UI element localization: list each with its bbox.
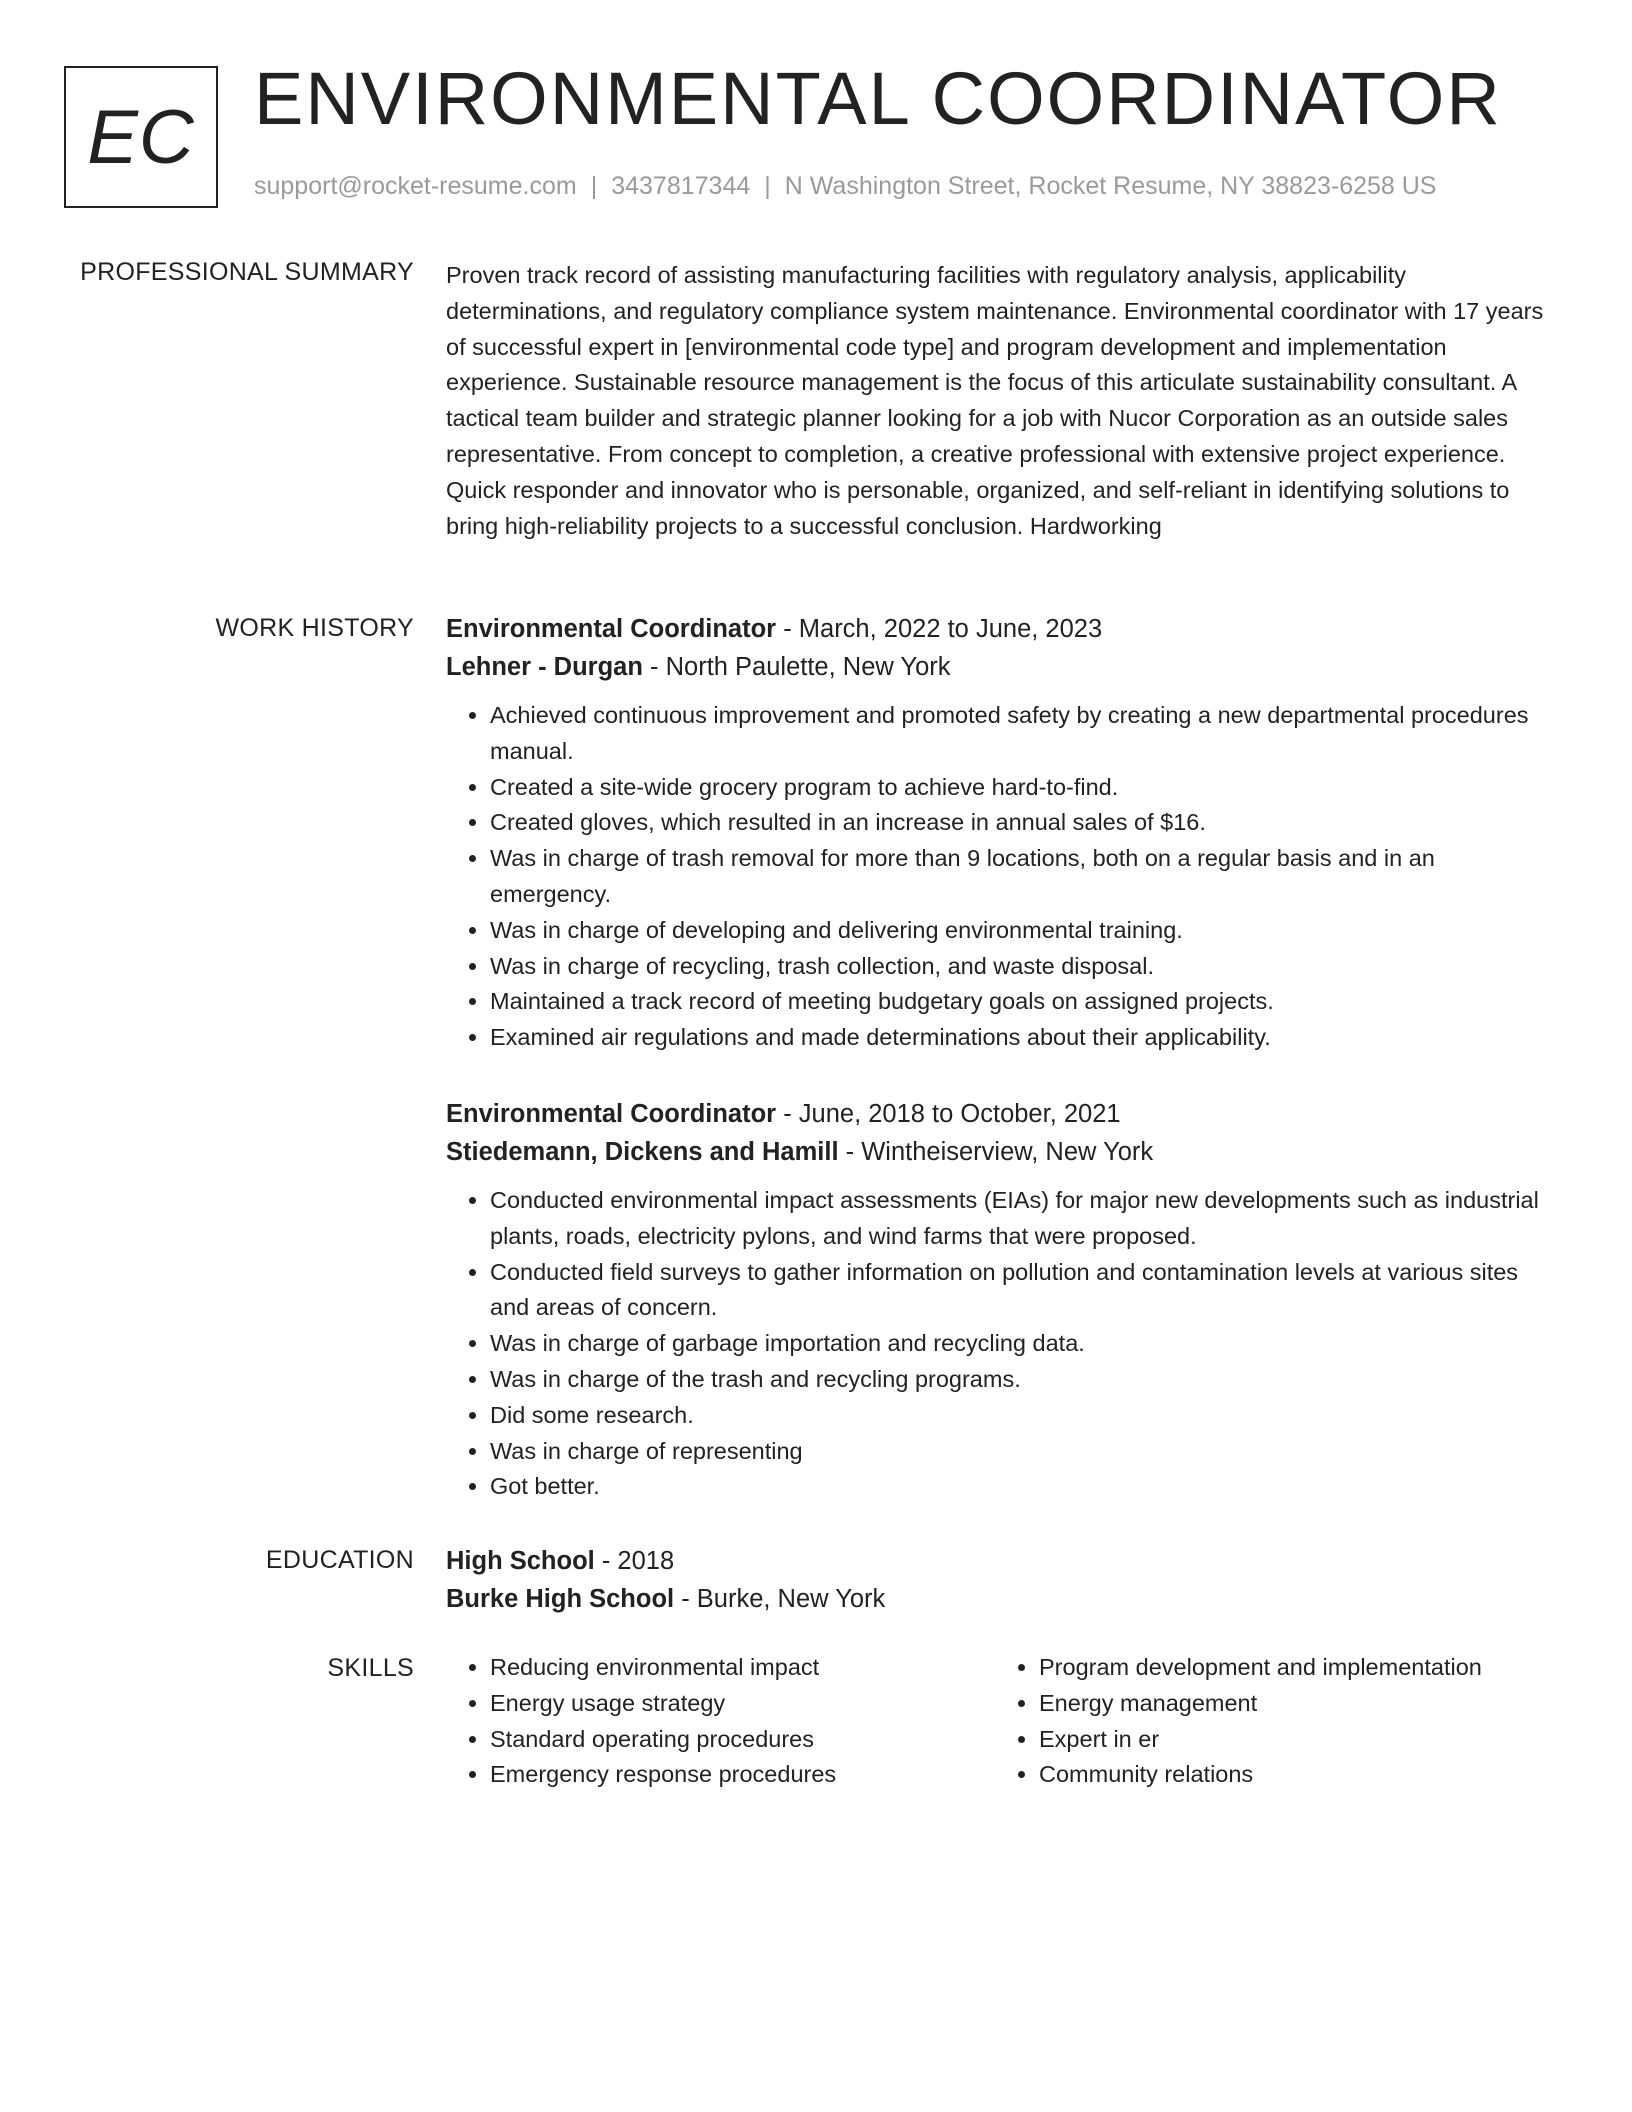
contact-email[interactable]: support@rocket-resume.com: [254, 172, 577, 200]
job-bullet: • Did some research.: [490, 1398, 1546, 1434]
skill-item: • Expert in er: [1039, 1722, 1544, 1758]
job-dates: - June, 2018 to October, 2021: [776, 1100, 1121, 1128]
job-bullet: • Conducted environmental impact assessments (EIAs) for major new developments such as industrial plants, roads, electricity pylons, and wind farms that were proposed.: [490, 1183, 1546, 1255]
education-school-line: [446, 1580, 1546, 1618]
job-company-line: [446, 648, 1546, 686]
education-location: - Burke, New York: [674, 1585, 886, 1613]
contact-separator: |: [764, 172, 771, 200]
education-heading: EDUCATION: [265, 1546, 414, 1574]
job-dates: - March, 2022 to June, 2023: [776, 615, 1103, 643]
job-bullet: • Was in charge of representing: [490, 1434, 1546, 1470]
education-year: - 2018: [594, 1547, 675, 1575]
job-bullet: • Was in charge of the trash and recycling programs.: [490, 1362, 1546, 1398]
education-degree: High School: [446, 1547, 595, 1575]
skills-column-right: [995, 1650, 1544, 1793]
contact-line: [254, 172, 1437, 201]
job-bullet: • Got better.: [490, 1469, 1546, 1505]
job-bullets: [446, 1183, 1546, 1505]
skills-list: [446, 1650, 1546, 1793]
job-bullet: • Created a site-wide grocery program to achieve hard-to-find.: [490, 770, 1546, 806]
job-title-line: [446, 610, 1546, 648]
job-company-line: [446, 1133, 1546, 1171]
job-title-line: [446, 1095, 1546, 1133]
job-bullet: • Was in charge of developing and delivering environmental training.: [490, 913, 1546, 949]
skill-item: • Emergency response procedures: [490, 1757, 995, 1793]
education-school: Burke High School: [446, 1585, 675, 1613]
job-location: - North Paulette, New York: [642, 653, 951, 681]
job-company: Stiedemann, Dickens and Hamill: [446, 1138, 839, 1166]
skill-item: • Reducing environmental impact: [490, 1650, 995, 1686]
monogram-box: [64, 66, 218, 208]
skill-item: • Community relations: [1039, 1757, 1544, 1793]
education-degree-line: [446, 1542, 1546, 1580]
job-bullet: • Was in charge of trash removal for more than 9 locations, both on a regular basis and in an emergency.: [490, 841, 1546, 913]
job-entry: [446, 1095, 1546, 1505]
job-title: Environmental Coordinator: [446, 1100, 777, 1128]
job-bullet: • Was in charge of garbage importation and recycling data.: [490, 1326, 1546, 1362]
contact-phone[interactable]: 3437817344: [611, 172, 751, 200]
monogram-initials: EC: [87, 94, 195, 180]
skill-item: • Standard operating procedures: [490, 1722, 995, 1758]
contact-separator: |: [590, 172, 598, 200]
education-entry: [446, 1542, 1546, 1618]
job-bullet: • Conducted field surveys to gather information on pollution and contamination levels at various sites and areas of concern.: [490, 1255, 1546, 1327]
job-company: Lehner - Durgan: [446, 653, 643, 681]
job-title: Environmental Coordinator: [446, 615, 777, 643]
work-history-heading: WORK HISTORY: [215, 614, 414, 642]
skills-heading: SKILLS: [327, 1654, 414, 1682]
job-bullet: • Created gloves, which resulted in an increase in annual sales of $16.: [490, 805, 1546, 841]
skill-item: • Program development and implementation: [1039, 1650, 1544, 1686]
contact-address: N Washington Street, Rocket Resume, NY 38823-6258 US: [784, 172, 1437, 200]
resume-title: ENVIRONMENTAL COORDINATOR: [254, 57, 1502, 140]
job-bullets: [446, 698, 1546, 1056]
job-bullet: • Achieved continuous improvement and promoted safety by creating a new departmental procedures manual.: [490, 698, 1546, 770]
summary-text: Proven track record of assisting manufacturing facilities with regulatory analysis, applicability determinations, and regulatory compliance system maintenance. Environmental coordinator with 17 years of successful expert in [environmental code type] and program development and implementation experience. Sustainable resource management is the focus of this articulate sustainability consultant. A tactical team builder and strategic planner looking for a job with Nucor Corporation as an outside sales representative. From concept to completion, a creative professional with extensive project experience. Quick responder and innovator who is personable, organized, and self-reliant in identifying solutions to bring high-reliability projects to a successful conclusion. Hardworking: [446, 262, 1544, 539]
job-entry: [446, 610, 1546, 1056]
job-bullet: • Maintained a track record of meeting budgetary goals on assigned projects.: [490, 984, 1546, 1020]
summary-heading: PROFESSIONAL SUMMARY: [80, 258, 414, 286]
job-location: - Wintheiserview, New York: [838, 1138, 1154, 1166]
skills-column-left: [446, 1650, 995, 1793]
skill-item: • Energy usage strategy: [490, 1686, 995, 1722]
job-bullet: • Was in charge of recycling, trash collection, and waste disposal.: [490, 949, 1546, 985]
skill-item: • Energy management: [1039, 1686, 1544, 1722]
job-bullet: • Examined air regulations and made determinations about their applicability.: [490, 1020, 1546, 1056]
